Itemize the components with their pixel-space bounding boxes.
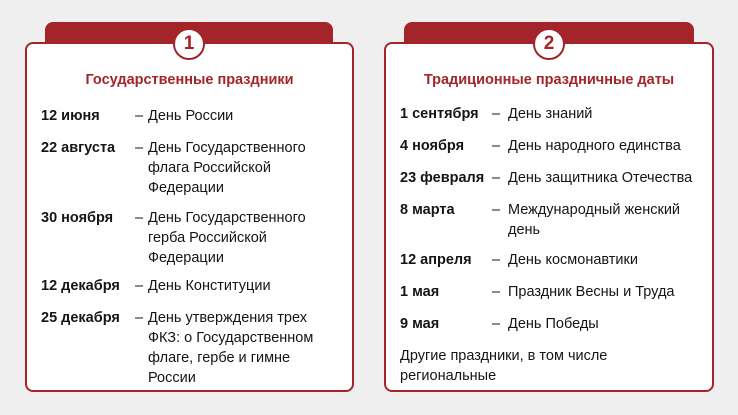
dash: –: [492, 170, 501, 186]
dash: –: [135, 210, 144, 226]
dash: –: [492, 252, 501, 268]
holiday-name: День Победы: [508, 316, 599, 332]
state-holidays-title: Государственные праздники: [85, 72, 294, 88]
holiday-date: 8 марта: [400, 202, 455, 218]
number-badge-1: 1: [173, 28, 205, 60]
holiday-name: День защитника Отечества: [508, 170, 693, 186]
dash: –: [135, 108, 144, 124]
holiday-name: День Государственного герба Российской Федерации: [148, 210, 306, 266]
holiday-date: 30 ноября: [41, 210, 114, 226]
holiday-date: 12 апреля: [400, 252, 472, 268]
holiday-name: День космонавтики: [508, 252, 638, 268]
dash: –: [492, 316, 501, 332]
number-badge-2: 2: [533, 28, 565, 60]
dash: –: [492, 106, 501, 122]
dash: –: [135, 140, 144, 156]
holiday-date: 22 августа: [41, 140, 116, 156]
dash: –: [135, 278, 144, 294]
holiday-date: 1 сентября: [400, 106, 479, 122]
dash: –: [492, 138, 501, 154]
dash: –: [492, 284, 501, 300]
holiday-date: 4 ноября: [400, 138, 465, 154]
holiday-name: День Конституции: [148, 278, 271, 294]
holiday-name: Праздник Весны и Труда: [508, 284, 675, 300]
holiday-date: 12 декабря: [41, 278, 120, 294]
traditional-dates-title: Традиционные праздничные даты: [423, 72, 675, 88]
holiday-name: День Государственного флага Российской Федерации: [148, 140, 306, 196]
traditional-dates-card: [384, 42, 714, 392]
holiday-date: 12 июня: [41, 108, 100, 124]
holiday-date: 23 февраля: [400, 170, 485, 186]
holiday-date: 9 мая: [400, 316, 440, 332]
holiday-name: Международный женский день: [508, 202, 681, 238]
dash: –: [492, 202, 501, 218]
holiday-date: 1 мая: [400, 284, 440, 300]
dash: –: [135, 310, 144, 326]
holiday-date: 25 декабря: [41, 310, 120, 326]
holiday-name: День утверждения трех ФКЗ: о Государственном флаге, гербе и гимне России: [148, 310, 314, 386]
holiday-name: День знаний: [508, 106, 593, 122]
state-holidays-card: [25, 42, 354, 392]
holiday-name: День народного единства: [508, 138, 681, 154]
other-holidays-note: Другие праздники, в том числе региональные: [400, 348, 608, 384]
holiday-name: День России: [148, 108, 234, 124]
